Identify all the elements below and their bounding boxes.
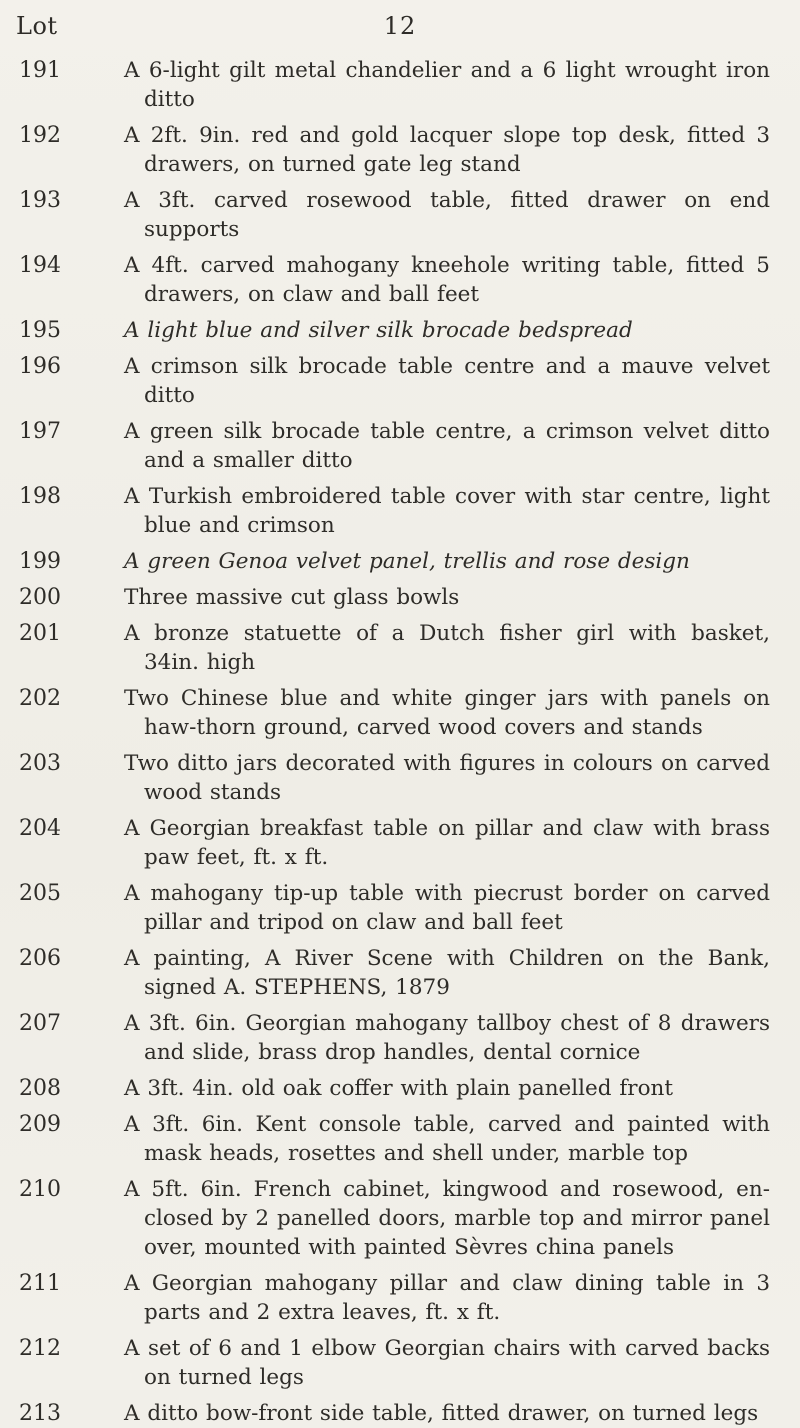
lot-number: 211	[19, 1271, 61, 1296]
lot-description: A painting, A River Scene with Children on the Bank, signed A. STEPHENS, 1879	[124, 946, 770, 1000]
lot-description: A Georgian breakfast table on pillar and claw with brass paw feet, ft. x ft.	[124, 816, 770, 870]
lot-description: Three massive cut glass bowls	[124, 585, 460, 610]
lot-number: 191	[19, 58, 61, 83]
lot-entry	[0, 1399, 800, 1428]
lot-number: 207	[19, 1011, 61, 1036]
lot-number: 197	[19, 419, 61, 444]
lot-description: A mahogany tip-up table with piecrust border on carved pillar and tripod on claw and ball feet	[124, 881, 770, 935]
lot-entry	[0, 56, 800, 114]
lot-number: 203	[19, 751, 61, 776]
lot-entry	[0, 1074, 800, 1103]
lot-description: A 2ft. 9in. red and gold lacquer slope top desk, fitted 3 drawers, on turned gate leg stand	[124, 123, 770, 177]
lot-entry	[0, 352, 800, 410]
lot-number: 201	[19, 621, 61, 646]
lot-number: 213	[19, 1401, 61, 1426]
lot-number: 194	[19, 253, 61, 278]
lot-number: 205	[19, 881, 61, 906]
lot-number: 212	[19, 1336, 61, 1361]
lot-entry	[0, 1110, 800, 1168]
lot-description: A Turkish embroidered table cover with star centre, light blue and crimson	[124, 484, 770, 538]
lot-description: A 5ft. 6in. French cabinet, kingwood and rosewood, en-closed by 2 panelled doors, marble top and mirror panel over, mounted with painted Sèvres china panels	[124, 1177, 770, 1260]
lot-description: A bronze statuette of a Dutch fisher girl with basket, 34in. high	[124, 621, 770, 675]
lot-description: A 6-light gilt metal chandelier and a 6 light wrought iron ditto	[124, 58, 770, 112]
page-number: 12	[383, 12, 417, 40]
lot-number: 195	[19, 318, 61, 343]
lot-number: 210	[19, 1177, 61, 1202]
lot-entry	[0, 684, 800, 742]
lot-entry	[0, 944, 800, 1002]
lot-entry	[0, 121, 800, 179]
lot-entry	[0, 186, 800, 244]
lot-entry	[0, 1269, 800, 1327]
lot-entry	[0, 251, 800, 309]
lot-description: A green silk brocade table centre, a crimson velvet ditto and a smaller ditto	[124, 419, 770, 473]
lot-entry	[0, 1175, 800, 1262]
lot-entry	[0, 879, 800, 937]
lot-description: A Georgian mahogany pillar and claw dining table in 3 parts and 2 extra leaves, ft. x ft.	[124, 1271, 770, 1325]
lot-description: A light blue and silver silk brocade bedspread	[124, 318, 633, 343]
lot-entry	[0, 547, 800, 576]
lot-list	[0, 56, 800, 1428]
lot-entry	[0, 316, 800, 345]
lot-description: A crimson silk brocade table centre and a mauve velvet ditto	[124, 354, 770, 408]
lot-number: 192	[19, 123, 61, 148]
lot-number: 200	[19, 585, 61, 610]
lot-description: A set of 6 and 1 elbow Georgian chairs with carved backs on turned legs	[124, 1336, 770, 1390]
lot-number: 199	[19, 549, 61, 574]
lot-description: A 4ft. carved mahogany kneehole writing table, fitted 5 drawers, on claw and ball feet	[124, 253, 770, 307]
lot-number: 202	[19, 686, 61, 711]
lot-entry	[0, 583, 800, 612]
lot-number: 204	[19, 816, 61, 841]
lot-description: Two ditto jars decorated with figures in colours on carved wood stands	[124, 751, 770, 805]
lot-entry	[0, 619, 800, 677]
lot-number: 208	[19, 1076, 61, 1101]
lot-entry	[0, 482, 800, 540]
lot-number: 206	[19, 946, 61, 971]
lot-entry	[0, 814, 800, 872]
lot-description: A 3ft. 6in. Kent console table, carved and painted with mask heads, rosettes and shell under, marble top	[124, 1112, 770, 1166]
lot-description: A 3ft. 6in. Georgian mahogany tallboy chest of 8 drawers and slide, brass drop handles, dental cornice	[124, 1011, 770, 1065]
lot-number: 196	[19, 354, 61, 379]
lot-number: 198	[19, 484, 61, 509]
lot-description: A green Genoa velvet panel, trellis and rose design	[124, 549, 690, 574]
lot-entry	[0, 749, 800, 807]
lot-description: A 3ft. 4in. old oak coffer with plain panelled front	[124, 1076, 674, 1101]
lot-description: A 3ft. carved rosewood table, fitted drawer on end supports	[124, 188, 770, 242]
lot-number: 193	[19, 188, 61, 213]
lot-column-header: Lot	[16, 12, 58, 40]
lot-entry	[0, 1334, 800, 1392]
lot-number: 209	[19, 1112, 61, 1137]
lot-description: Two Chinese blue and white ginger jars with panels on haw-thorn ground, carved wood covers and stands	[124, 686, 770, 740]
lot-entry	[0, 417, 800, 475]
lot-description: A ditto bow-front side table, fitted drawer, on turned legs	[124, 1401, 759, 1426]
lot-entry	[0, 1009, 800, 1067]
